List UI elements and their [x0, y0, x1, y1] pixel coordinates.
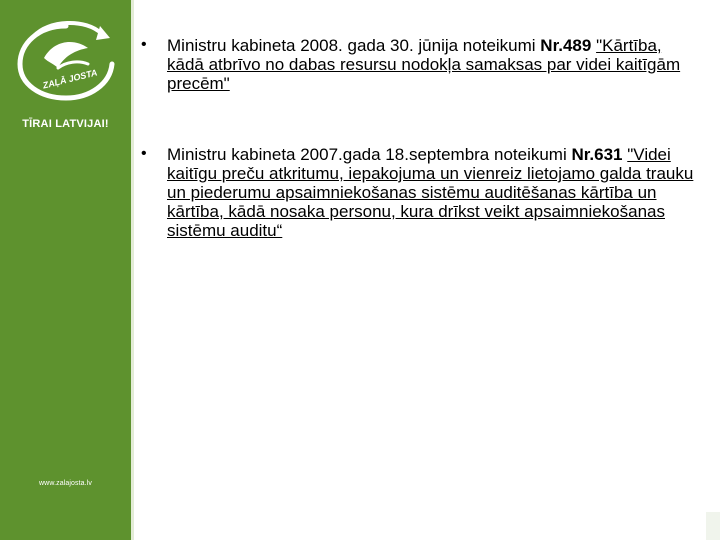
- regulation-link[interactable]: "Videi kaitīgu preču atkritumu, iepakojuma un vienreiz lietojamo galda trauku un piederumu apsaimniekošanas sistēmu auditēšanas kārtība un kārtība, kādā nosaka personu, kura drīkst veikt apsaimniekošanas sistēmu auditu“: [167, 145, 694, 240]
- regulation-number: Nr.631: [571, 145, 623, 164]
- bullet-icon: •: [141, 36, 147, 53]
- list-item-text: [167, 145, 701, 240]
- page-corner-decoration: [706, 512, 720, 540]
- list-item: [141, 36, 701, 93]
- list-item-text: [167, 36, 701, 93]
- zala-josta-logo: [14, 18, 118, 104]
- bullet-icon: •: [141, 145, 147, 162]
- website-link[interactable]: www.zalajosta.lv: [39, 480, 92, 487]
- logo-text: ZAĻĀ JOSTA: [41, 67, 99, 91]
- regulation-intro: Ministru kabineta 2008. gada 30. jūnija noteikumi: [167, 36, 541, 55]
- regulation-number: Nr.489: [540, 36, 592, 55]
- tagline: TĪRAI LATVIJAI!: [22, 118, 109, 130]
- sidebar-panel: [0, 0, 131, 540]
- list-item: [141, 145, 701, 240]
- sidebar-divider: [131, 0, 134, 540]
- regulation-link[interactable]: "Kārtība, kādā atbrīvo no dabas resursu nodokļa samaksas par videi kaitīgām precēm": [167, 36, 681, 93]
- regulation-intro: Ministru kabineta 2007.gada 18.septembra noteikumi: [167, 145, 572, 164]
